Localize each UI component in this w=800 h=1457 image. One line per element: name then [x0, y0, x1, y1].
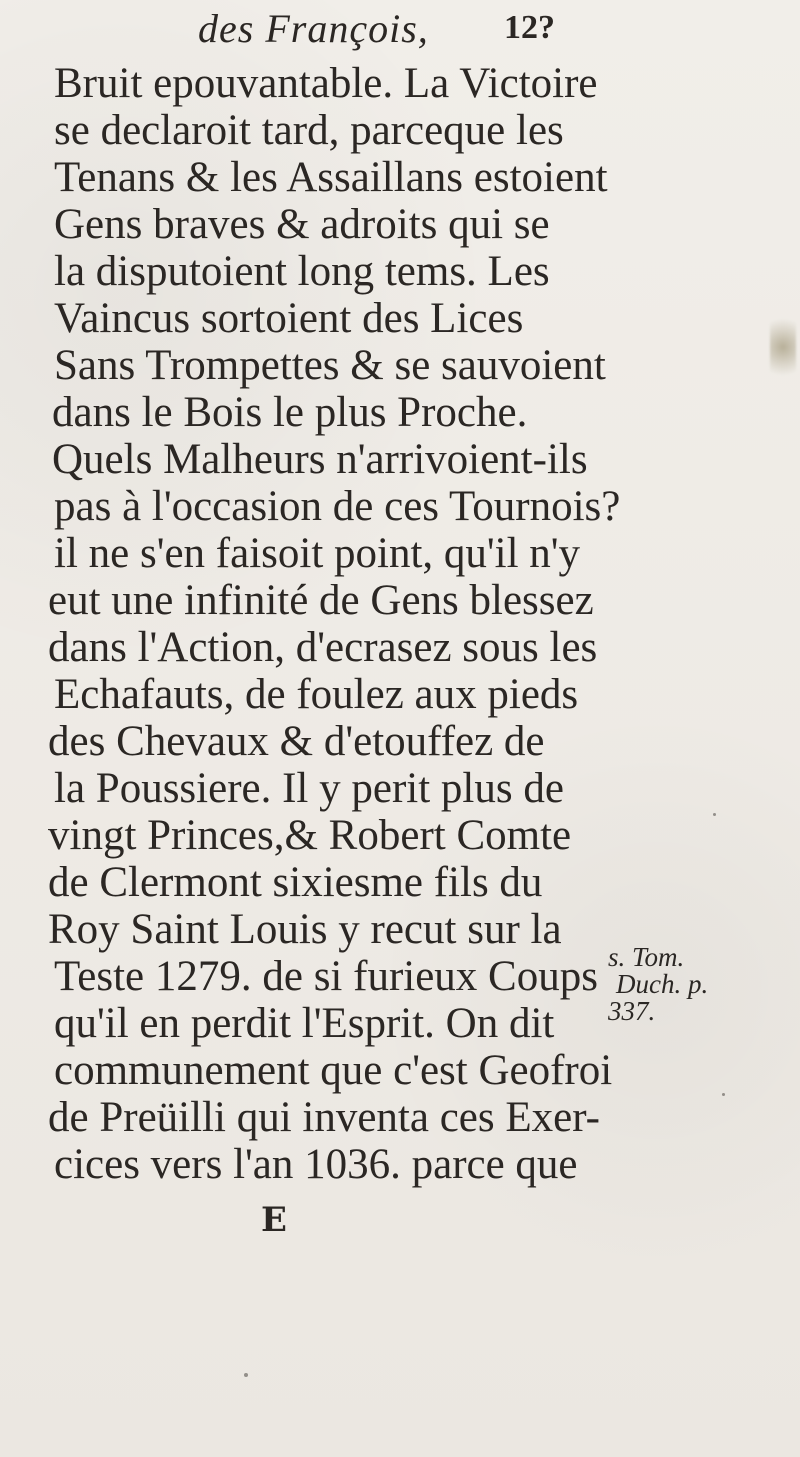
- text-line: de Clermont sixiesme fils du: [48, 859, 543, 906]
- text-line: de Preüilli qui inventa ces Exer-: [48, 1094, 600, 1141]
- text-line: Echafauts, de foulez aux pieds: [54, 671, 579, 718]
- text-line: Teste 1279. de si furieux Coups: [54, 953, 598, 1000]
- text-line: pas à l'occasion de ces Tournois?: [54, 483, 621, 530]
- margin-reference-note: [608, 944, 758, 1025]
- text-line: Bruit epouvantable. La Victoire: [54, 60, 598, 107]
- main-text: [34, 60, 621, 1188]
- text-line: dans l'Action, d'ecrasez sous les: [48, 624, 598, 671]
- text-line: Tenans & les Assaillans estoient: [54, 154, 608, 201]
- text-line: communement que c'est Geofroi: [54, 1047, 613, 1094]
- text-line: Quels Malheurs n'arrivoient-ils: [52, 436, 588, 483]
- text-line: il ne s'en faisoit point, qu'il n'y: [54, 530, 581, 577]
- paper-speck: [244, 1373, 248, 1377]
- text-line: des Chevaux & d'etouffez de: [48, 718, 545, 765]
- margin-note-line: 337.: [608, 996, 656, 1026]
- text-line: Vaincus sortoient des Lices: [54, 295, 524, 342]
- margin-note-line: s. Tom.: [608, 942, 685, 972]
- text-line: se declaroit tard, parceque les: [54, 107, 564, 154]
- text-line: eut une infinité de Gens blessez: [48, 577, 594, 624]
- running-head: [0, 5, 800, 53]
- text-line: dans le Bois le plus Proche.: [52, 389, 528, 436]
- text-line: Roy Saint Louis y recut sur la: [48, 906, 562, 953]
- text-line: vingt Princes,& Robert Comte: [48, 812, 572, 859]
- paper-stain: [770, 310, 796, 384]
- paper-speck: [722, 1093, 725, 1096]
- paper-speck: [713, 813, 716, 816]
- running-head-title: des François,: [198, 6, 429, 51]
- text-line: la disputoient long tems. Les: [54, 248, 550, 295]
- signature-mark: E: [261, 1200, 287, 1240]
- text-line: cices vers l'an 1036. parce que: [54, 1141, 578, 1188]
- text-line: la Poussiere. Il y perit plus de: [54, 765, 564, 812]
- text-line: qu'il en perdit l'Esprit. On dit: [54, 1000, 555, 1047]
- text-line: Gens braves & adroits qui se: [54, 201, 550, 248]
- text-line: Sans Trompettes & se sauvoient: [54, 342, 606, 389]
- margin-note-line: Duch. p.: [616, 969, 709, 999]
- page-number: 12?: [504, 9, 555, 46]
